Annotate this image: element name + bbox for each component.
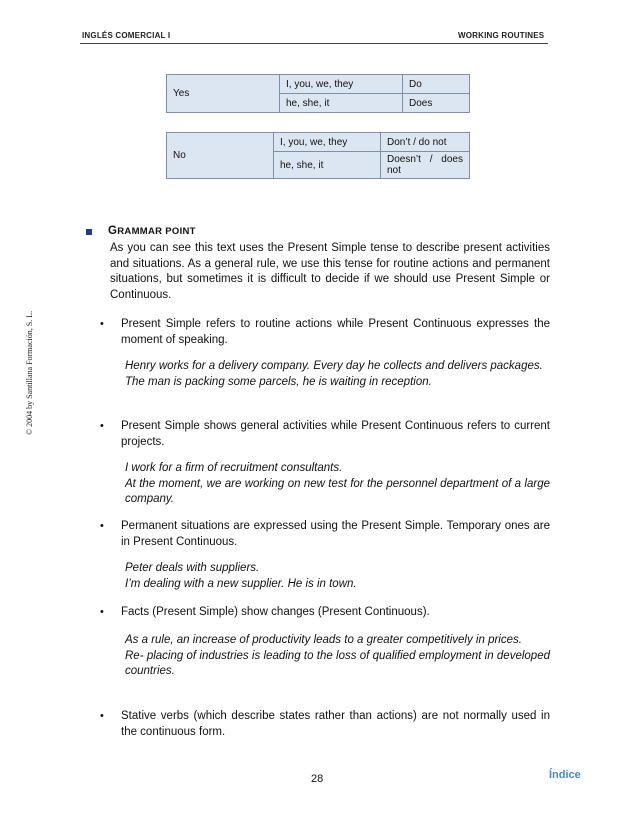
table-cell-verb: Does: [403, 94, 470, 113]
bullet-dot-icon: •: [100, 420, 104, 432]
table-label-no: No: [167, 133, 274, 179]
section-title-rest: RAMMAR POINT: [117, 226, 196, 237]
example-block: [125, 561, 550, 592]
conjugation-table-no: [166, 132, 470, 179]
bullet-dot-icon: •: [100, 710, 104, 722]
bullet-dot-icon: •: [100, 606, 104, 618]
bullet-text: Present Simple shows general activities while Present Continuous refers to current projects.: [121, 420, 550, 448]
section-title: [108, 225, 196, 237]
header-divider: [80, 43, 548, 44]
example-block: [125, 633, 550, 680]
bullet-dot-icon: •: [100, 520, 104, 532]
conjugation-table-yes: [166, 74, 470, 113]
intro-paragraph: As you can see this text uses the Present Simple tense to describe present activities and situations. As a general rule, we use this tense for routine actions and permanent situations, but sometimes it is difficult to decide if we should use Present Simple or Continuous.: [110, 242, 550, 301]
table-cell-verb: Don’t / do not: [381, 133, 470, 152]
table-label-yes: Yes: [167, 75, 280, 113]
bullet-text: Permanent situations are expressed using the Present Simple. Temporary ones are in Present Continuous.: [121, 520, 550, 548]
example-line: Re- placing of industries is leading to the loss of qualified employment in developed countries.: [125, 649, 550, 677]
example-line: As a rule, an increase of productivity leads to a greater competitively in prices.: [125, 634, 522, 646]
table-cell-pronouns: I, you, we, they: [280, 75, 403, 94]
example-block: [125, 461, 550, 508]
example-line: The man is packing some parcels, he is waiting in reception.: [125, 375, 432, 388]
table-cell-pronouns: he, she, it: [280, 94, 403, 113]
page-number: 28: [311, 773, 324, 785]
section-title-initial: G: [108, 225, 118, 237]
example-line: I’m dealing with a new supplier. He is in town.: [125, 577, 357, 590]
example-line: I work for a firm of recruitment consultants.: [125, 462, 343, 474]
example-line: Henry works for a delivery company. Every day he collects and delivers packages.: [125, 360, 543, 372]
table-cell-verb: Do: [403, 75, 470, 94]
bullet-text: Facts (Present Simple) show changes (Present Continuous).: [121, 606, 430, 618]
copyright-sidebar: © 2004 by Santillana Formación, S. L.: [25, 310, 34, 435]
table-cell-verb: Doesn’t / does not: [381, 152, 470, 179]
table-cell-pronouns: I, you, we, they: [274, 133, 381, 152]
index-link[interactable]: Índice: [549, 769, 581, 781]
table-cell-pronouns: he, she, it: [274, 152, 381, 179]
header-right-title: WORKING ROUTINES: [458, 31, 545, 40]
bullet-dot-icon: •: [100, 318, 104, 330]
example-block: [125, 359, 550, 390]
example-line: At the moment, we are working on new test for the personnel department of a large company.: [125, 477, 550, 505]
bullet-text: Present Simple refers to routine actions while Present Continuous expresses the moment of speaking.: [121, 318, 550, 346]
section-bullet-icon: [86, 229, 92, 235]
bullet-text: Stative verbs (which describe states rather than actions) are not normally used in the continuous form.: [121, 710, 550, 738]
header-left-title: INGLÉS COMERCIAL I: [82, 31, 171, 40]
example-line: Peter deals with suppliers.: [125, 562, 260, 574]
